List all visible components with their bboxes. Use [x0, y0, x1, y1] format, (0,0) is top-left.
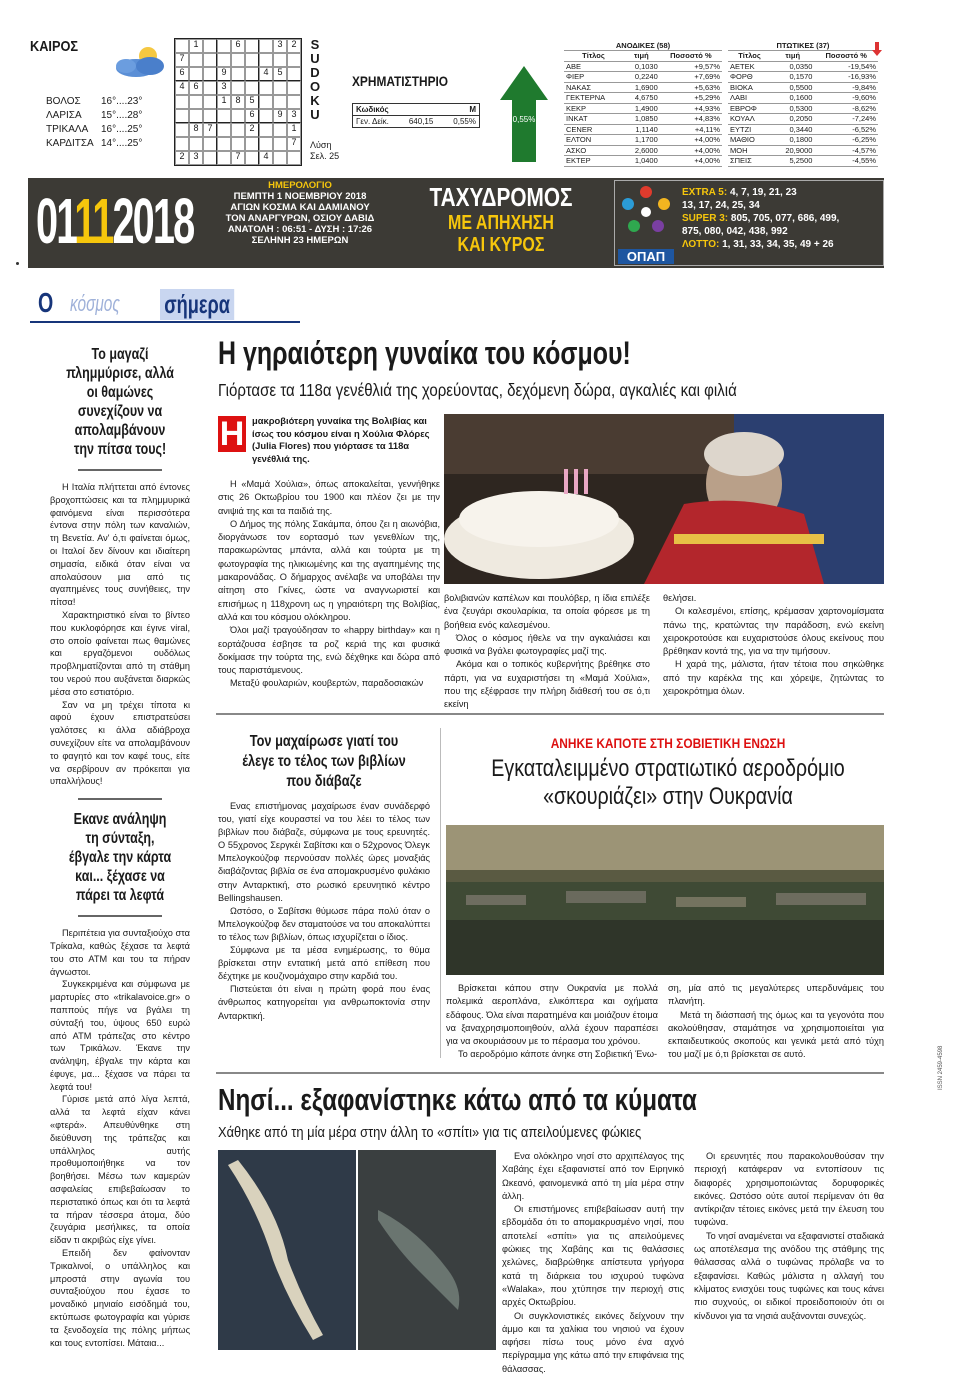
brand-box: ΤΑΧΥΔΡΟΜΟΣ ΜΕ ΑΠΗΧΗΣΗ ΚΑΙ ΚΥΡΟΣ	[392, 182, 610, 266]
market-cell: 1,0400	[623, 156, 660, 167]
sudoku-cell	[287, 81, 301, 95]
market-cell: +5,63%	[660, 82, 722, 93]
market-cell: 1,4900	[623, 103, 660, 114]
market-cell: ΦΟΡΘ	[728, 72, 771, 83]
market-cell: +7,69%	[660, 72, 722, 83]
side-code: ISSN 2459-4598	[938, 1045, 944, 1090]
market-cell: 1,1700	[623, 135, 660, 146]
losers-table: ΠΤΩΤΙΚΕΣ (37) Τίτλος τιμή Ποσοστό % ΑΕΤΕΚ 0,0350 -19,54% ΦΟΡΘ 0,1570 -16,93% ΒΙΟΚΑ 0,5500 -9,84% ΛΑΒΙ 0,1600 -9,60% ΕΒΡΟΦ 0,5300 -8,62% ΚΟΥΑΛ 0,2050 -7,24% ΕΥΤΖΙ 0,3440 -6,52% ΜΑΘΙΟ 0,1800 -6,25% ΜΟΗ 20,9000 -4,57% ΣΠΕΙΣ 5,2500 -4,55%	[730, 40, 876, 166]
sudoku-cell	[245, 151, 259, 165]
market-cell: -4,55%	[814, 156, 878, 167]
market-cell: 0,2240	[623, 72, 660, 83]
market-row	[728, 135, 878, 146]
sudoku-cell	[245, 137, 259, 151]
market-cell: 0,3440	[771, 124, 814, 135]
market-cell: ΓΕΚΤΕΡΝΑ	[564, 93, 623, 104]
sudoku-solution-ref: Λύση Σελ. 25	[310, 140, 340, 161]
market-cell: 0,1570	[771, 72, 814, 83]
sudoku-cell: 3	[287, 109, 301, 123]
airfield-photo	[446, 825, 884, 975]
sudoku-cell	[231, 67, 245, 81]
market-cell: 0,5500	[771, 82, 814, 93]
weather-row: ΛΑΡΙΣΑ 15°....28°	[46, 110, 143, 121]
sudoku-cell: 1	[287, 123, 301, 137]
market-cell: 4,6750	[623, 93, 660, 104]
sudoku-cell: 2	[175, 151, 189, 165]
stock-index-table: Κωδικός M Γεν. Δείκ. 640,15 0,55%	[352, 103, 480, 128]
sudoku-cell	[231, 81, 245, 95]
market-row	[564, 156, 722, 167]
market-cell: -9,84%	[814, 82, 878, 93]
cloud-sun-icon	[110, 44, 168, 78]
sudoku-cell	[189, 109, 203, 123]
airfield-column-1: Βρίσκεται κάπου στην Ουκρανία με πολλά πολεμικά αεροπλάνα, ελικόπτερα και οχήματα εδάφους. Όλα είναι παρατημένα και μοιάζουν έτοιμα να ξαναχρησιμοποιηθούν, αλλά έχουν παραπέσει για να σκουριάσουν με το πέρασμα του χρόνου. Το αεροδρόμιο κάποτε άνηκε στη Σοβιετική Ένω-	[446, 983, 658, 1060]
sudoku-cell	[273, 137, 287, 151]
sudoku-cell	[273, 95, 287, 109]
sudoku-cell	[245, 53, 259, 67]
sudoku-cell: 7	[203, 123, 217, 137]
market-cell: ΕΥΤΖΙ	[728, 124, 771, 135]
sudoku-cell: 3	[189, 151, 203, 165]
sudoku-cell	[175, 137, 189, 151]
market-cell: ΒΙΟΚΑ	[728, 82, 771, 93]
sudoku-cell	[217, 53, 231, 67]
sudoku-cell: 7	[175, 53, 189, 67]
market-cell: -7,24%	[814, 114, 878, 125]
drop-cap: Η	[219, 415, 245, 453]
island-column-1: Ενα ολόκληρο νησί στο αρχιπέλαγος της Χαβάης έχει εξαφανιστεί από τον Ειρηνικό Ωκεανό, φαινομενικά από τη μία μέρα στην άλλη. Οι επιστήμονες επιβεβαίωσαν αυτή την εβδομάδα ότι το απομακρυσμένο νησί, που αποτελεί «σπίτι» για τις απειλούμενες φώκιες της Χαβάης και τις θαλάσσιες χελώνες, διαβρώθηκε απίστευτα γρήγορα κατά τη διάρκεια του ισχυρού τυφώνα «Walaka», που χτύπησε την περιοχή στις αρχές Οκτωβρίου. Οι συγκλονιστικές εικόνες δείχνουν την άμμο και τα χαλίκια του νησιού να έχουν αφήσει πίσω τους μόνο ένα αχνό περίγραμμα γης κάτω από την επιφάνεια της θάλασσας.	[502, 1151, 684, 1374]
market-cell: ΑΣΚΟ	[564, 145, 623, 156]
stock-title: ΧΡΗΜΑΤΙΣΤΗΡΙΟ	[352, 73, 449, 89]
sudoku-cell	[175, 123, 189, 137]
sudoku-cell: 9	[273, 109, 287, 123]
market-cell: 0,1800	[771, 135, 814, 146]
market-cell: +4,00%	[660, 145, 722, 156]
market-cell: ΣΠΕΙΣ	[728, 156, 771, 167]
market-cell: 20,9000	[771, 145, 814, 156]
island-column-2: Οι ερευνητές που παρακολουθούσαν την περιοχή κατάφεραν να εντοπίσουν τις διαφορές χρησιμοποιώντας δορυφορικές εικόνες. Ωστόσο ούτε αυτοί περίμεναν ότι θα αντίκριζαν τέτοιες εικόνες μετά την έλευση του τυφώνα. Το νησί αναμένεται να εξαφανιστεί σταδιακά ως αποτέλεσμα της ανόδου της στάθμης της θάλασσας αλλά ο τυφώνας πρόλαβε να το εξαφανίσει. Καθώς μάλιστα η αλλαγή του κλίματος ενισχύει τους τυφώνες και τους κάνει πιο συχνούς, οι ειδικοί προειδοποιούν ότι οι κίνδυνοι για τα νησιά αυξάνονται συνεχώς.	[694, 1151, 884, 1321]
weather-row: ΤΡΙΚΑΛΑ 16°....25°	[46, 124, 143, 135]
weather-box	[30, 38, 165, 158]
sudoku-cell	[273, 123, 287, 137]
sudoku-cell	[175, 109, 189, 123]
sudoku-cell: 5	[245, 95, 259, 109]
market-cell: ΙΝΚΑΤ	[564, 114, 623, 125]
sudoku-grid	[174, 38, 302, 166]
market-cell: ΕΒΡΟΦ	[728, 103, 771, 114]
sudoku-cell: 4	[175, 81, 189, 95]
sudoku-cell: 2	[245, 123, 259, 137]
sudoku-cell	[231, 53, 245, 67]
birthday-photo	[444, 414, 884, 584]
market-cell: -6,52%	[814, 124, 878, 135]
sudoku-cell	[203, 81, 217, 95]
main-column-2: βολιβιανών καπέλων και πουλόβερ, η ίδια επιλέξε ένα ζευγάρι σκουλαρίκια, τα οποία φόρεσε με τη βοήθεια ενός καλεσμένου. Όλος ο κόσμος ήθελε να την αγκαλιάσει και φυσικά να βγάλει φωτογραφίες μαζί της. Ακόμα και ο τοπικός κυβερνήτης βρέθηκε στο πάρτι, για να ευχαριστήσει τη «Μαμά Χούλια», που της εξέφρασε την πλήρη διάθεσή του σε ό,τι εκείνη	[444, 593, 650, 710]
sudoku-cell	[203, 95, 217, 109]
island-subtitle: Χάθηκε από τη μία μέρα στην άλλη το «σπίτι» για τις απειλούμενες φώκιες	[218, 1124, 642, 1141]
island-headline: Νησί... εξαφανίστηκε κάτω από τα κύματα	[218, 1082, 697, 1117]
sudoku-cell	[259, 137, 273, 151]
market-row	[728, 156, 878, 167]
sudoku-cell	[273, 81, 287, 95]
sudoku-cell	[217, 123, 231, 137]
market-row	[564, 103, 722, 114]
market-cell: CENER	[564, 124, 623, 135]
lottery-results: EXTRA 5: 4, 7, 19, 21, 23 13, 17, 24, 25, 34 SUPER 3: 805, 705, 077, 686, 499, 875, 080, 042, 438, 992 ΛΟΤΤΟ: 1, 31, 33, 34, 35, 49 + 26	[682, 187, 840, 250]
sudoku-cell	[259, 53, 273, 67]
knife-headline: Τον μαχαίρωσε γιατί του έλεγε το τέλος των βιβλίων που διάβαζε	[242, 733, 406, 790]
divider	[440, 728, 441, 1058]
market-row	[728, 61, 878, 72]
market-row	[564, 135, 722, 146]
sudoku-cell	[203, 109, 217, 123]
airfield-kicker: ΑΝΗΚΕ ΚΑΠΟΤΕ ΣΤΗ ΣΟΒΙΕΤΙΚΗ ΕΝΩΣΗ	[550, 735, 786, 751]
arrow-value: 0,55%	[512, 115, 536, 124]
sudoku-cell	[189, 137, 203, 151]
airfield-column-2: ση, μία από τις μεγαλύτερες υπερδυνάμεις του πλανήτη. Μετά τη διάσπασή της όμως και τα γεγονότα που ακολούθησαν, σταμάτησε να χρησιμοποιείται για εκπαιδευτικούς σκοπούς και γενικά μετά από τύχη του μαζί με ό,τι βρίσκεται σε αυτό.	[668, 983, 884, 1060]
main-lede: μακροβιότερη γυναίκα της Βολιβίας και ίσως του κόσμου είναι η Χούλια Φλόρες (Julia Flores) που γιόρτασε τα 118α γενέθλιά της.	[252, 415, 430, 464]
sudoku-label: S U D O K U	[309, 37, 321, 122]
market-cell: +4,11%	[660, 124, 722, 135]
market-cell: -19,54%	[814, 61, 878, 72]
sudoku-cell: 6	[189, 81, 203, 95]
market-cell: ΝΑΚΑΣ	[564, 82, 623, 93]
section-header: Ο κόσμος σήμερα	[30, 285, 300, 323]
opap-logo: ΟΠΑΠ	[618, 182, 674, 264]
market-cell: -16,93%	[814, 72, 878, 83]
sudoku-cell	[287, 53, 301, 67]
market-row	[564, 124, 722, 135]
sudoku-cell	[287, 95, 301, 109]
market-cell: ΚΕΚΡ	[564, 103, 623, 114]
sudoku-cell	[203, 39, 217, 53]
market-cell: +4,93%	[660, 103, 722, 114]
sudoku-cell	[259, 123, 273, 137]
sudoku-cell: 3	[273, 39, 287, 53]
knife-body: Ενας επιστήμονας μαχαίρωσε έναν συνάδερφό του, γιατί είχε κουραστεί να του λέει το τέλος των βιβλίων που διάβαζε, σύμφωνα με τους ερευνητές. Ο 55χρονος Σεργκέι Σαβίτσκι και ο 52χρονος Όλεγκ Μπελογκούζοφ περνούσαν πολλές ώρες μοναξιάς διαβάζοντας βιβλία σε ένα απομακρυσμένο φυλάκιο στην Ανταρκτική, στο ρωσικό ερευνητικό κέντρο Bellingshausen. Ωστόσο, ο Σαβίτσκι θύμωσε πάρα πολύ όταν ο Μπελογκούζοφ δεν σταματούσε να του αποκαλύπτει το τέλος των βιβλίων, όπως ισχυρίζεται ο ίδιος. Σύμφωνα με τα μέσα ενημέρωσης, το θύμα βρίσκεται στην εντατική μετά από επίθεση που δέχτηκε με κουζινομάχαιρο στην καρδιά του. Πιστεύεται ότι είναι η πρώτη φορά που ένας άνθρωπος κατηγορείται για ανθρωποκτονία στην Ανταρκτική.	[218, 801, 430, 1021]
market-cell: 2,6000	[623, 145, 660, 156]
airfield-headline: Εγκαταλειμμένο στρατιωτικό αεροδρόμιο «σκουριάζει» στην Ουκρανία	[491, 755, 845, 810]
market-row	[728, 124, 878, 135]
market-row	[728, 72, 878, 83]
sudoku-cell	[245, 81, 259, 95]
market-cell: ΑΒΕ	[564, 61, 623, 72]
up-arrow-icon	[500, 66, 548, 162]
sudoku-cell	[287, 151, 301, 165]
sudoku-cell: 9	[217, 67, 231, 81]
sudoku-cell	[175, 95, 189, 109]
sudoku-cell: 4	[259, 151, 273, 165]
sudoku-cell	[259, 39, 273, 53]
brand-title: ΤΑΧΥΔΡΟΜΟΣ	[429, 182, 573, 212]
market-cell: ΜΑΘΙΟ	[728, 135, 771, 146]
market-row	[564, 72, 722, 83]
market-cell: 0,1030	[623, 61, 660, 72]
gainers-table: ΑΝΟΔΙΚΕΣ (58) Τίτλος τιμή Ποσοστό % ΑΒΕ 0,1030 +9,57% ΦΙΕΡ 0,2240 +7,69% ΝΑΚΑΣ 1,6900 +5,63% ΓΕΚΤΕΡΝΑ 4,6750 +5,29% ΚΕΚΡ 1,4900 +4,93% ΙΝΚΑΤ 1,0850 +4,83% CENER 1,1140 +4,11% ΕΛΤΟΝ 1,1700 +4,00% ΑΣΚΟ 2,6000 +4,00% ΕΚΤΕΡ 1,0400 +4,00%	[566, 40, 720, 166]
market-row	[564, 145, 722, 156]
market-cell: -4,57%	[814, 145, 878, 156]
sudoku-cell	[245, 39, 259, 53]
calendar-box: ΗΜΕΡΟΛΟΓΙΟ ΠΕΜΠΤΗ 1 ΝΟΕΜΒΡΙΟΥ 2018 ΑΓΙΩΝ ΚΟΣΜΑ ΚΑΙ ΔΑΜΙΑΝΟΥ ΤΟΝ ΑΝΑΡΓΥΡΩΝ, ΟΣΙΟΥ ΔΑΒΙΔ ΑΝΑΤΟΛΗ : 06:51 - ΔΥΣΗ : 17:26 ΣΕΛΗΝΗ 23 ΗΜΕΡΩΝ	[225, 180, 375, 246]
island-satellite-photo	[218, 1150, 496, 1350]
sudoku-cell: 1	[189, 39, 203, 53]
market-cell: ΦΙΕΡ	[564, 72, 623, 83]
sudoku-cell: 6	[231, 39, 245, 53]
sudoku-cell: 6	[245, 109, 259, 123]
sudoku-cell	[189, 53, 203, 67]
sudoku-cell	[259, 109, 273, 123]
sudoku-cell: 5	[273, 67, 287, 81]
weather-row: ΒΟΛΟΣ 16°....23°	[46, 96, 143, 107]
sudoku-cell: 2	[287, 39, 301, 53]
market-cell: +9,57%	[660, 61, 722, 72]
sudoku-cell	[189, 95, 203, 109]
sudoku-cell	[203, 151, 217, 165]
main-subtitle: Γιόρτασε τα 118α γενέθλιά της χορεύοντας, δεχόμενη δώρα, αγκαλιές και φιλιά	[218, 380, 737, 400]
divider	[216, 1072, 884, 1074]
sudoku-cell	[231, 123, 245, 137]
sudoku-cell	[245, 67, 259, 81]
market-cell: 5,2500	[771, 156, 814, 167]
main-column-1: Η «Μαμά Χούλια», όπως αποκαλείται, γεννήθηκε στις 26 Οκτωβρίου του 1900 και πλέον ζει με την ανιψιά της και τα παιδιά της. Ο Δήμος της πόλης Σακάμπα, όπου ζει η αιωνόβια, διοργάνωσε τον εορτασμό των γενεθλίων της, παρακωρώντας μπάντα, αλλά και τούρτα με τη φωτογραφία της ηλικιωμένης και της αγαπημένης της μακαρονάδας. Ο δήμαρχος ανέλαβε να υποβάλει την αίτηση στο Γκίνες, ώστε να αναγνωριστεί και επισήμως η 118χρονη ως η γηραιότερη της Βολιβίας, αλλά και του κόσμου ολόκληρου. Όλοι μαζί τραγούδησαν το «happy birthday» και η εορτάζουσα έσβησε τα ροζ κεριά της και φυσικά δοκίμασε την τούρτα της, ενώ δέχθηκε και δώρα από τους παριστάμενους. Μεταξύ φουλαριών, κουβερτών, παραδοσιακών	[218, 479, 440, 689]
market-cell: -9,60%	[814, 93, 878, 104]
sudoku-cell: 7	[231, 151, 245, 165]
sudoku-cell	[287, 67, 301, 81]
market-cell: +5,29%	[660, 93, 722, 104]
market-cell: 1,1140	[623, 124, 660, 135]
sudoku-cell: 6	[175, 67, 189, 81]
market-row	[728, 93, 878, 104]
sudoku-cell	[189, 67, 203, 81]
sudoku-cell: 7	[287, 137, 301, 151]
weather-title: ΚΑΙΡΟΣ	[30, 38, 79, 55]
sudoku-cell	[273, 151, 287, 165]
sudoku-cell	[231, 137, 245, 151]
sudoku-cell	[203, 67, 217, 81]
sudoku-cell	[217, 39, 231, 53]
sudoku-cell	[259, 95, 273, 109]
market-cell: 1,0850	[623, 114, 660, 125]
sudoku-cell: 3	[217, 81, 231, 95]
weather-row: ΚΑΡΔΙΤΣΑ 14°....25°	[46, 138, 143, 149]
main-headline: Η γηραιότερη γυναίκα του κόσμου!	[218, 335, 631, 371]
sudoku-cell: 8	[189, 123, 203, 137]
market-cell: ΑΕΤΕΚ	[728, 61, 771, 72]
market-cell: 0,2050	[771, 114, 814, 125]
sudoku-cell: 1	[217, 95, 231, 109]
sudoku-cell	[231, 109, 245, 123]
market-cell: +4,83%	[660, 114, 722, 125]
market-row	[564, 61, 722, 72]
market-row	[728, 82, 878, 93]
divider	[216, 713, 884, 715]
sudoku-cell	[175, 39, 189, 53]
main-column-3: θελήσει. Οι καλεσμένοι, επίσης, κρέμασαν χαρτονομίσματα πάνω της, κρατώντας την παράδοση, ενώ εκείνη χειροκροτούσε και ευχαριστούσε όλους εκείνους που βρέθηκαν κοντά της, για να την τιμήσουν. Η χαρά της, μάλιστα, ήταν τέτοια που σηκώθηκε από την καρέκλα της και χόρεψε, ζητώντας το χειροκρότημα όλων.	[663, 593, 884, 697]
market-cell: 0,5300	[771, 103, 814, 114]
opap-star-icon	[618, 182, 674, 242]
margin-dot	[16, 262, 19, 265]
market-cell: -8,62%	[814, 103, 878, 114]
market-cell: ΚΟΥΑΛ	[728, 114, 771, 125]
market-cell: ΛΑΒΙ	[728, 93, 771, 104]
market-cell: 0,0350	[771, 61, 814, 72]
market-row	[728, 114, 878, 125]
pizza-headline: Το μαγαζί πλημμύρισε, αλλά οι θαμώνες συνεχίζουν να απολαμβάνουν την πίτσα τους!	[66, 346, 174, 458]
sudoku-cell	[217, 151, 231, 165]
left-column: Το μαγαζί πλημμύρισε, αλλά οι θαμώνες συνεχίζουν να απολαμβάνουν την πίτσα τους! Η Ιταλία πλήττεται από έντονες βροχοπτώσεις και τα πλημμυρικά φαινόμενα είναι περισσότερα έντονα στην πόλη των καναλιών, τη Βενετία. Αν' ό,τι φαίνεται όμως, οι Ιταλοί δεν δίνουν και ιδιαίτερη σημασία, ειδικά όταν είναι να απολαύσουν μια από τις αγαπημένες τους συνήθειες, την πίτσα! Χαρακτηριστικό είναι το βίντεο που κυκλοφόρησε και έγινε viral, στο οποίο φαίνεται πως θαμώνες και εργαζόμενοι ουδόλως προβληματίζονται από τη στάθμη του νερού που αυξάνεται διαρκώς μέσα στο εστιατόριο. Σαν να μη τρέχει τίποτα κι αφού έχουν επιστρατεύσει γαλότσες κι άλλα αδιάβροχα συνεχίζουν είτε να απολαμβάνουν το φαγητό και τον καφέ τους, είτε να σερβίρουν αν πρόκειται για υπαλλήλους! Εκανε ανάληψη τη σύνταξη, έβγαλε την κάρτα και... ξέχασε να πάρει τα λεφτά Περιπέτεια για συνταξιούχο στα Τρίκαλα, καθώς ξέχασε τα λεφτά του στο ΑΤΜ και του τα πήραν άγνωστοι. Συγκεκριμένα και σύμφωνα με μαρτυρίες στο «trikalavoice.gr» ο παππούς πήγε να βγάλει τη σύνταξή του, ύψους 650 ευρώ από ΑΤΜ τράπεζας στο κέντρο των Τρικάλων. Έκανε την ανάληψη, έβγαλε την κάρτα και έφυγε, μα... ξέχασε να πάρει τα λεφτά του! Γύρισε μετά από λίγα λεπτά, αλλά τα λεφτά είχαν κάνει «φτερά». Απευθύνθηκε στη διεύθυνση της τράπεζας και υπάλληλος αυτής προθυμοποιήθηκε να τον βοηθήσει. Μέσω των καμερών ασφαλείας επιβεβαίωσαν το περιστατικό όπως και ότι τα λεφτά τα πήραν τέσσερα άτομα, δύο ζευγάρια μεσήλικες, τα οποία είδαν τι ακριβώς είχε γίνει. Επειδή δεν φαίνονταν Τρικαλινοί, ο υπάλληλος και μπροστά στην αγωνία του συνταξιούχου που έχασε το μοναδικό μηνιαίο εισόδημά του, εκτύπωσε φωτογραφία και γύρισε τα ξενοδοχεία της πόλης μήπως και τους εντοπίσει. Μάταια...	[50, 346, 190, 1348]
market-cell: 1,6900	[623, 82, 660, 93]
sudoku-cell	[203, 53, 217, 67]
down-arrow-icon	[872, 42, 882, 56]
sudoku-cell	[273, 53, 287, 67]
sudoku-cell	[203, 137, 217, 151]
market-row	[564, 82, 722, 93]
market-row	[564, 93, 722, 104]
sudoku-cell: 4	[259, 67, 273, 81]
market-cell: +4,00%	[660, 156, 722, 167]
market-row	[728, 145, 878, 156]
market-row	[728, 103, 878, 114]
big-date: 01112018	[36, 185, 194, 257]
market-cell: 0,1600	[771, 93, 814, 104]
market-cell: -6,25%	[814, 135, 878, 146]
market-row	[564, 114, 722, 125]
market-cell: ΜΟΗ	[728, 145, 771, 156]
market-cell: ΕΛΤΟΝ	[564, 135, 623, 146]
sudoku-cell	[217, 109, 231, 123]
sudoku-cell	[217, 137, 231, 151]
sudoku-cell: 8	[231, 95, 245, 109]
market-cell: +4,00%	[660, 135, 722, 146]
atm-headline: Εκανε ανάληψη τη σύνταξη, έβγαλε την κάρτα και... ξέχασε να πάρει τα λεφτά	[68, 811, 172, 905]
sudoku-cell	[259, 81, 273, 95]
market-cell: ΕΚΤΕΡ	[564, 156, 623, 167]
